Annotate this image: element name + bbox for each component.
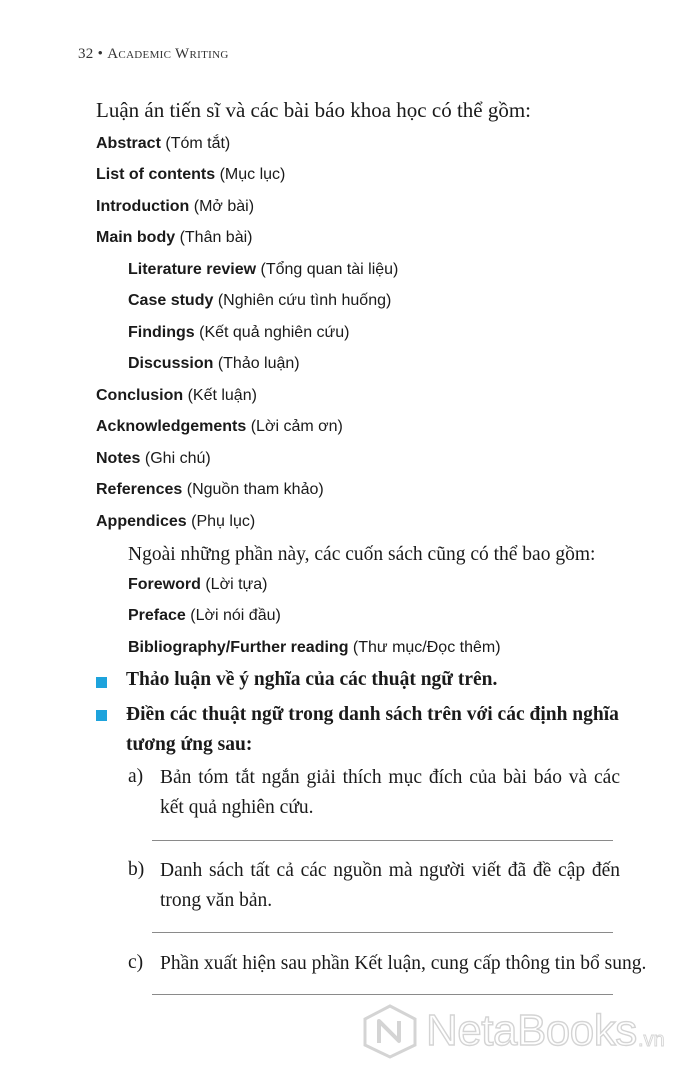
term-name: Bibliography/Further reading bbox=[128, 639, 349, 656]
term-gloss: (Phụ lục) bbox=[191, 513, 256, 530]
question-label: b) bbox=[128, 859, 145, 880]
term-name: Introduction bbox=[96, 198, 190, 215]
term-gloss: (Lời cảm ơn) bbox=[250, 418, 343, 435]
task-discuss: Thảo luận về ý nghĩa của các thuật ngữ trên. bbox=[126, 669, 498, 690]
term-item bbox=[96, 481, 324, 499]
term-name: References bbox=[96, 481, 183, 498]
term-name: Appendices bbox=[96, 513, 187, 530]
term-item bbox=[96, 135, 230, 153]
square-bullet-icon bbox=[96, 677, 107, 688]
book-term-item bbox=[128, 576, 267, 594]
term-gloss: (Mục lục) bbox=[219, 166, 286, 183]
term-name: List of contents bbox=[96, 166, 216, 183]
intro-text: Luận án tiến sĩ và các bài báo khoa học có thể gồm: bbox=[96, 98, 532, 122]
term-gloss: (Kết quả nghiên cứu) bbox=[199, 324, 350, 341]
term-item bbox=[96, 198, 254, 216]
page-number: 32 bbox=[78, 46, 94, 62]
answer-line[interactable] bbox=[152, 994, 613, 995]
term-gloss: (Tổng quan tài liệu) bbox=[260, 261, 399, 278]
term-name: Literature review bbox=[128, 261, 257, 278]
term-gloss: (Thảo luận) bbox=[217, 355, 300, 372]
answer-line[interactable] bbox=[152, 840, 613, 841]
term-name: Discussion bbox=[128, 355, 214, 372]
term-gloss: (Thư mục/Đọc thêm) bbox=[352, 639, 501, 656]
book-term-item bbox=[128, 639, 501, 657]
subterm-item bbox=[128, 324, 349, 342]
subterm-item bbox=[128, 292, 391, 310]
subterm-item bbox=[128, 355, 300, 373]
netabooks-logo-icon bbox=[360, 1003, 420, 1059]
term-item bbox=[96, 450, 211, 468]
watermark bbox=[360, 1003, 690, 1059]
running-head bbox=[78, 46, 229, 63]
term-name: Abstract bbox=[96, 135, 161, 152]
task-match: Điền các thuật ngữ trong danh sách trên với các định nghĩa tương ứng sau: bbox=[126, 704, 619, 755]
book-title: Academic Writing bbox=[107, 46, 229, 62]
watermark-brand: NetaBooks bbox=[426, 1006, 637, 1055]
term-gloss: (Lời nói đầu) bbox=[190, 607, 281, 624]
term-item bbox=[96, 166, 285, 184]
term-gloss: (Nguồn tham khảo) bbox=[186, 481, 324, 498]
watermark-suffix: .vn bbox=[638, 1029, 665, 1051]
term-item bbox=[96, 513, 255, 531]
term-item bbox=[96, 229, 252, 247]
header-separator: • bbox=[97, 46, 104, 62]
term-gloss: (Tóm tắt) bbox=[165, 135, 231, 152]
term-name: Conclusion bbox=[96, 387, 184, 404]
term-gloss: (Thân bài) bbox=[179, 229, 253, 246]
books-note: Ngoài những phần này, các cuốn sách cũng có thể bao gồm: bbox=[128, 544, 596, 565]
term-name: Main body bbox=[96, 229, 176, 246]
term-gloss: (Kết luận) bbox=[187, 387, 257, 404]
question-text: Danh sách tất cả các nguồn mà người viết đã đề cập đến trong văn bản. bbox=[160, 860, 620, 911]
term-item bbox=[96, 387, 257, 405]
term-gloss: (Lời tựa) bbox=[205, 576, 268, 593]
question-text: Phần xuất hiện sau phần Kết luận, cung cấp thông tin bổ sung. bbox=[160, 953, 647, 974]
term-name: Preface bbox=[128, 607, 186, 624]
book-term-item bbox=[128, 607, 281, 625]
term-name: Notes bbox=[96, 450, 141, 467]
question-text: Bản tóm tắt ngắn giải thích mục đích của bài báo và các kết quả nghiên cứu. bbox=[160, 767, 620, 818]
term-name: Findings bbox=[128, 324, 195, 341]
square-bullet-icon bbox=[96, 710, 107, 721]
subterm-item bbox=[128, 261, 398, 279]
term-gloss: (Mở bài) bbox=[193, 198, 255, 215]
term-name: Acknowledgements bbox=[96, 418, 247, 435]
term-name: Case study bbox=[128, 292, 214, 309]
question-label: a) bbox=[128, 766, 144, 787]
term-item bbox=[96, 418, 343, 436]
term-gloss: (Ghi chú) bbox=[144, 450, 211, 467]
term-gloss: (Nghiên cứu tình huống) bbox=[217, 292, 392, 309]
term-name: Foreword bbox=[128, 576, 201, 593]
answer-line[interactable] bbox=[152, 932, 613, 933]
question-label: c) bbox=[128, 952, 144, 973]
